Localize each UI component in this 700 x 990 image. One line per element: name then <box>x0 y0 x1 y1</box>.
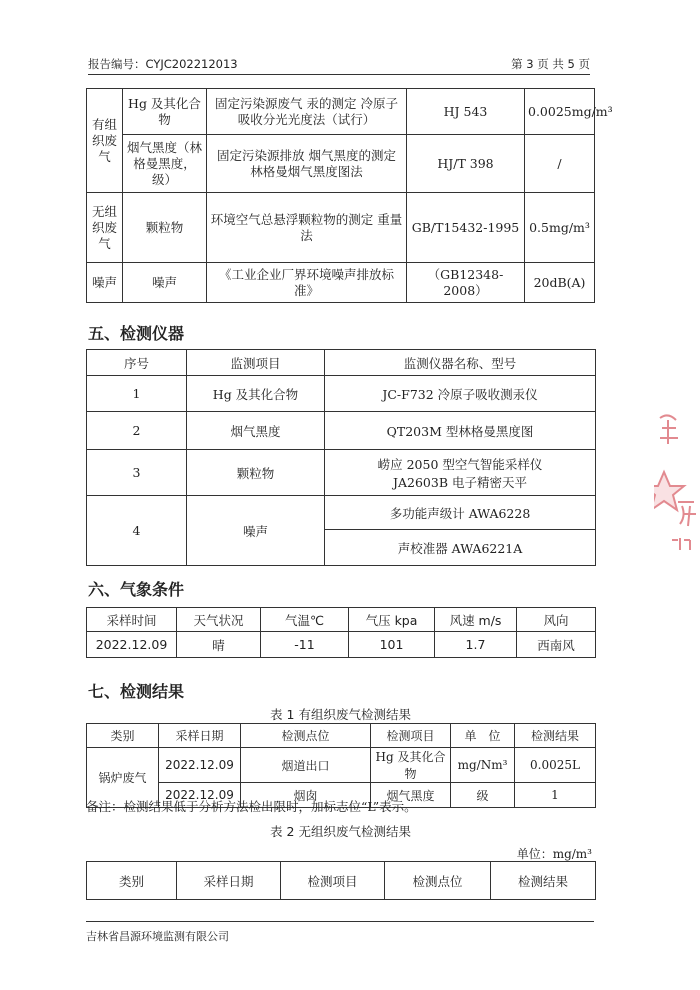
column-header: 采样日期 <box>177 862 281 900</box>
table-row <box>87 632 596 658</box>
column-header: 采样日期 <box>159 724 241 748</box>
unit-cell: mg/Nm³ <box>451 748 515 783</box>
column-header: 监测仪器名称、型号 <box>325 350 596 376</box>
standard-cell: （GB12348-2008） <box>407 263 525 303</box>
column-header: 类别 <box>87 724 159 748</box>
instrument-cell <box>325 450 596 496</box>
limit-cell: 0.5mg/m³ <box>525 193 595 263</box>
point-cell: 烟道出口 <box>241 748 371 783</box>
method-cell: 固定污染源排放 烟气黑度的测定 林格曼烟气黑度图法 <box>207 135 407 193</box>
table-header-row <box>87 862 596 900</box>
limit-cell: 20dB(A) <box>525 263 595 303</box>
table-header-row <box>87 608 596 632</box>
item-cell: 烟气黑度 <box>371 783 451 808</box>
value-cell: 2022.12.09 <box>87 632 177 658</box>
point-cell: 烟囱 <box>241 783 371 808</box>
column-header: 监测项目 <box>187 350 325 376</box>
instrument-table <box>86 349 596 566</box>
column-header: 类别 <box>87 862 177 900</box>
table-row <box>87 263 595 303</box>
column-header: 检测项目 <box>281 862 385 900</box>
item-cell: 烟气黑度 <box>187 412 325 450</box>
item-cell: Hg 及其化合物 <box>371 748 451 783</box>
table1-caption: 表 1 有组织废气检测结果 <box>270 707 411 722</box>
unit-cell: 级 <box>451 783 515 808</box>
table-row <box>87 193 595 263</box>
value-cell: -11 <box>261 632 349 658</box>
no-cell: 2 <box>87 412 187 450</box>
limit-cell: / <box>525 135 595 193</box>
table-header-row <box>87 350 596 376</box>
item-cell: 颗粒物 <box>187 450 325 496</box>
section-title-weather: 六、气象条件 <box>88 580 185 599</box>
table-row <box>87 376 596 412</box>
date-cell: 2022.12.09 <box>159 783 241 808</box>
standard-cell: HJ/T 398 <box>407 135 525 193</box>
no-cell: 3 <box>87 450 187 496</box>
item-cell: 颗粒物 <box>123 193 207 263</box>
value-cell: 晴 <box>177 632 261 658</box>
instrument-cell: JC-F732 冷原子吸收测汞仪 <box>325 376 596 412</box>
column-header: 风向 <box>517 608 596 632</box>
item-cell: 烟气黑度（林格曼黑度，级） <box>123 135 207 193</box>
item-cell: Hg 及其化合物 <box>187 376 325 412</box>
column-header: 检测点位 <box>241 724 371 748</box>
table2-caption: 表 2 无组织废气检测结果 <box>270 824 411 839</box>
table-row <box>87 135 595 193</box>
seal-stamp-graphic <box>654 415 696 550</box>
category-cell: 锅炉废气 <box>87 748 159 808</box>
category-cell: 噪声 <box>87 263 123 303</box>
unit-label: 单位：mg/m³ <box>516 847 592 861</box>
table-row <box>87 450 596 496</box>
table-row <box>87 89 595 135</box>
no-cell: 4 <box>87 496 187 566</box>
standard-cell: HJ 543 <box>407 89 525 135</box>
method-cell: 《工业企业厂界环境噪声排放标准》 <box>207 263 407 303</box>
table-row <box>87 496 596 530</box>
column-header: 检测结果 <box>515 724 596 748</box>
column-header: 风速 m/s <box>435 608 517 632</box>
value-cell: 101 <box>349 632 435 658</box>
results-table-2 <box>86 861 596 900</box>
page-number: 第 3 页 共 5 页 <box>511 57 590 71</box>
method-table <box>86 88 613 303</box>
column-header: 天气状况 <box>177 608 261 632</box>
instrument-cell: QT203M 型林格曼黑度图 <box>325 412 596 450</box>
table-header-row <box>87 724 596 748</box>
section-title-instruments: 五、检测仪器 <box>88 324 185 343</box>
column-header: 检测项目 <box>371 724 451 748</box>
result-cell: 1 <box>515 783 596 808</box>
column-header: 气温℃ <box>261 608 349 632</box>
weather-table <box>86 607 596 658</box>
column-header: 气压 kpa <box>349 608 435 632</box>
instrument-line: JA2603B 电子精密天平 <box>392 474 527 490</box>
date-cell: 2022.12.09 <box>159 748 241 783</box>
limit-cell: 0.0025mg/m³ <box>525 89 595 135</box>
category-cell: 无组织废气 <box>87 193 123 263</box>
instrument-cell: 声校准器 AWA6221A <box>325 530 596 566</box>
column-header: 检测点位 <box>385 862 491 900</box>
section-title-results: 七、检测结果 <box>88 682 185 701</box>
page-footer <box>86 921 594 944</box>
remark-note: 备注：检测结果低于分析方法检出限时，加标志位“L”表示。 <box>86 799 417 814</box>
item-cell: 噪声 <box>187 496 325 566</box>
column-header: 序号 <box>87 350 187 376</box>
seal-stamp-icon <box>654 410 700 560</box>
report-number: 报告编号：CYJC202212013 <box>88 57 238 71</box>
column-header: 单 位 <box>451 724 515 748</box>
value-cell: 1.7 <box>435 632 517 658</box>
instrument-cell: 多功能声级计 AWA6228 <box>325 496 596 530</box>
table-row <box>87 412 596 450</box>
standard-cell: GB/T15432-1995 <box>407 193 525 263</box>
page-header <box>88 52 590 75</box>
method-cell: 环境空气总悬浮颗粒物的测定 重量法 <box>207 193 407 263</box>
results-table-1 <box>86 723 596 808</box>
column-header: 检测结果 <box>491 862 596 900</box>
instrument-line: 崂应 2050 型空气智能采样仪 <box>377 456 543 472</box>
company-name: 吉林省昌源环境监测有限公司 <box>86 930 229 943</box>
item-cell: Hg 及其化合物 <box>123 89 207 135</box>
value-cell: 西南风 <box>517 632 596 658</box>
category-cell: 有组织废气 <box>87 89 123 193</box>
no-cell: 1 <box>87 376 187 412</box>
table-row <box>87 748 596 783</box>
item-cell: 噪声 <box>123 263 207 303</box>
method-cell: 固定污染源废气 汞的测定 冷原子吸收分光光度法（试行） <box>207 89 407 135</box>
column-header: 采样时间 <box>87 608 177 632</box>
result-cell: 0.0025L <box>515 748 596 783</box>
